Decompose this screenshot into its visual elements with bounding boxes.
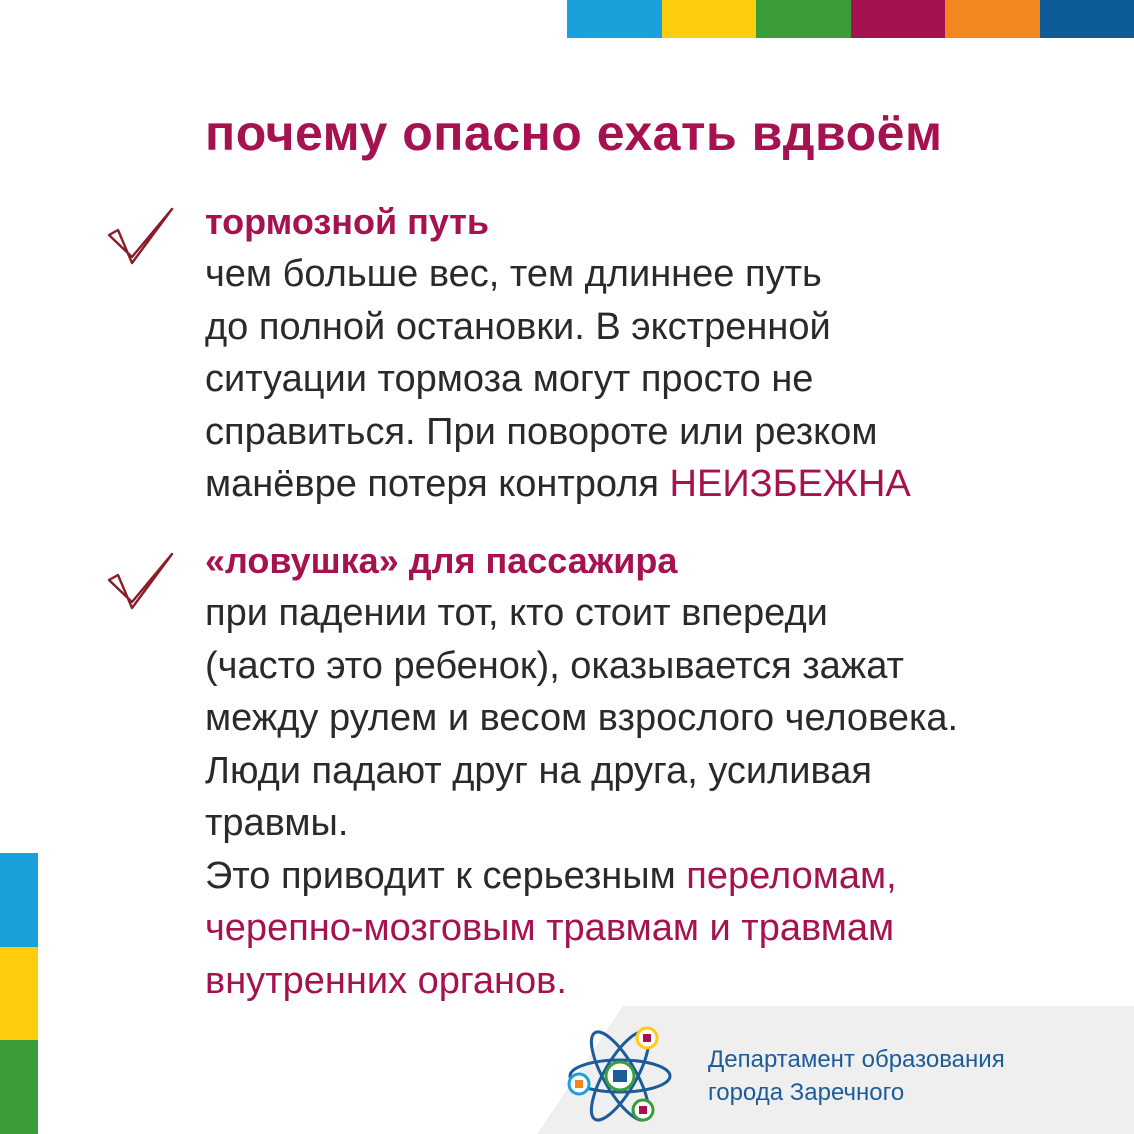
section-heading: «ловушка» для пассажира <box>205 540 678 581</box>
checkmark-icon <box>106 550 176 614</box>
section-heading: тормозной путь <box>205 201 490 242</box>
body-line: чем больше вес, тем длиннее путь <box>205 253 822 295</box>
department-name <box>708 1043 1005 1109</box>
body-text: манёвре потеря контроля <box>205 463 670 505</box>
top-color-stripes <box>567 0 1134 38</box>
body-text: Это приводит к серьезным <box>205 854 687 897</box>
left-color-stripes <box>0 853 38 1134</box>
body-line: справиться. При повороте или резком <box>205 410 878 453</box>
department-line: Департамент образования <box>708 1046 1005 1073</box>
emphasis-text: переломам, <box>686 854 897 897</box>
body-line: травмы. <box>205 802 349 844</box>
body-line <box>205 458 1105 511</box>
emphasis-text: НЕИЗБЕЖНА <box>669 463 911 505</box>
checkmark-icon <box>106 205 176 269</box>
body-line: при падении тот, кто стоит впереди <box>205 592 828 634</box>
section-passenger-trap <box>205 535 1105 1007</box>
department-line: города Заречного <box>708 1079 905 1106</box>
atom-logo-icon <box>565 1024 675 1124</box>
section-body <box>205 248 1105 511</box>
section-braking-distance <box>205 196 1105 511</box>
body-line: (часто это ребенок), оказывается зажат <box>205 644 904 687</box>
page-title: почему опасно ехать вдвоём <box>205 105 943 161</box>
body-line: до полной остановки. В экстренной <box>205 305 831 348</box>
emphasis-line: черепно-мозговым травмам и травмам <box>205 907 895 949</box>
body-line: между рулем и весом взрослого человека. <box>205 697 959 739</box>
body-line: Люди падают друг на друга, усиливая <box>205 749 873 792</box>
body-line: ситуации тормоза могут просто не <box>205 358 814 400</box>
section-body <box>205 587 1105 1007</box>
emphasis-line: внутренних органов. <box>205 959 567 1002</box>
body-line <box>205 850 1105 903</box>
